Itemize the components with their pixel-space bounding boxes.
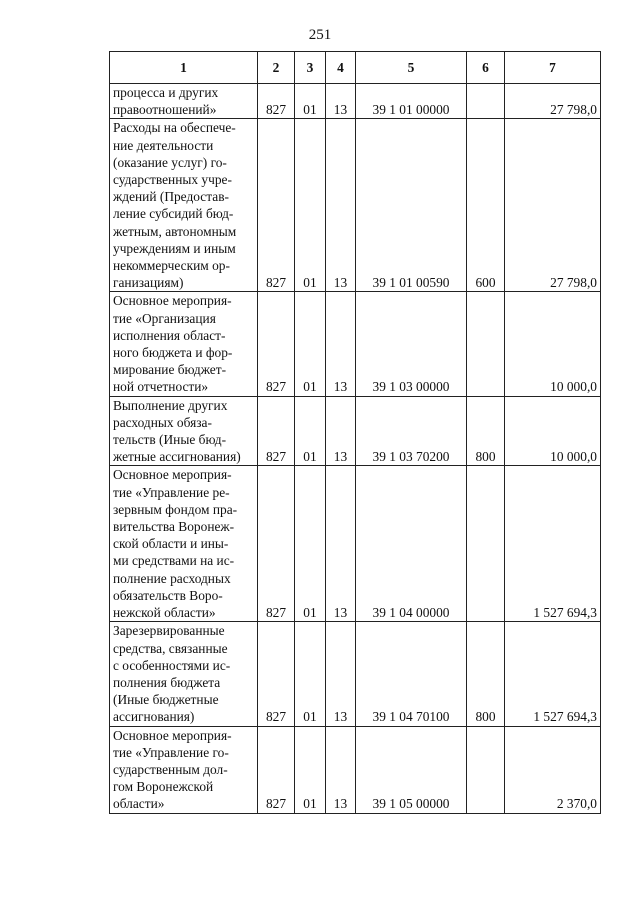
row-amount: 27 798,0 (505, 119, 601, 292)
table-row (110, 726, 601, 813)
page-number: 251 (308, 27, 332, 43)
row-ministry-code: 827 (258, 726, 295, 813)
row-section-code: 01 (295, 396, 326, 466)
header-row (110, 52, 601, 84)
row-expense-type (467, 84, 505, 119)
row-target-article: 39 1 03 70200 (356, 396, 467, 466)
row-amount: 2 370,0 (505, 726, 601, 813)
table-row (110, 622, 601, 726)
row-target-article: 39 1 05 00000 (356, 726, 467, 813)
row-section-code: 01 (295, 292, 326, 396)
row-name: процесса и других правоотношений» (110, 84, 258, 119)
row-subsection-code: 13 (326, 84, 356, 119)
budget-table (109, 51, 601, 814)
row-amount: 1 527 694,3 (505, 622, 601, 726)
column-header-2: 2 (258, 52, 295, 84)
row-target-article: 39 1 03 00000 (356, 292, 467, 396)
column-header-6: 6 (467, 52, 505, 84)
row-name: Основное мероприя- тие «Управление го- сударственным дол- гом Воронежской области» (110, 726, 258, 813)
row-name: Зарезервированные средства, связанные с особенностями ис- полнения бюджета (Иные бюджетные ассигнования) (110, 622, 258, 726)
column-header-7: 7 (505, 52, 601, 84)
row-subsection-code: 13 (326, 119, 356, 292)
row-expense-type: 800 (467, 622, 505, 726)
column-header-3: 3 (295, 52, 326, 84)
row-amount: 1 527 694,3 (505, 466, 601, 622)
row-subsection-code: 13 (326, 726, 356, 813)
row-section-code: 01 (295, 84, 326, 119)
table-row (110, 466, 601, 622)
row-section-code: 01 (295, 466, 326, 622)
table-row (110, 84, 601, 119)
row-section-code: 01 (295, 119, 326, 292)
row-amount: 27 798,0 (505, 84, 601, 119)
row-amount: 10 000,0 (505, 292, 601, 396)
table-row (110, 119, 601, 292)
row-target-article: 39 1 01 00000 (356, 84, 467, 119)
table-row (110, 396, 601, 466)
row-expense-type: 600 (467, 119, 505, 292)
row-subsection-code: 13 (326, 622, 356, 726)
row-target-article: 39 1 04 00000 (356, 466, 467, 622)
column-header-4: 4 (326, 52, 356, 84)
row-name: Выполнение других расходных обяза- тельств (Иные бюд- жетные ассигнования) (110, 396, 258, 466)
table-row (110, 292, 601, 396)
row-expense-type (467, 466, 505, 622)
row-ministry-code: 827 (258, 119, 295, 292)
row-ministry-code: 827 (258, 466, 295, 622)
row-section-code: 01 (295, 726, 326, 813)
row-subsection-code: 13 (326, 466, 356, 622)
row-subsection-code: 13 (326, 292, 356, 396)
row-ministry-code: 827 (258, 622, 295, 726)
row-section-code: 01 (295, 622, 326, 726)
row-subsection-code: 13 (326, 396, 356, 466)
row-ministry-code: 827 (258, 396, 295, 466)
column-header-1: 1 (110, 52, 258, 84)
row-name: Основное мероприя- тие «Организация исполнения област- ного бюджета и фор- мирование бюджет- ной отчетности» (110, 292, 258, 396)
row-ministry-code: 827 (258, 292, 295, 396)
row-expense-type (467, 726, 505, 813)
row-ministry-code: 827 (258, 84, 295, 119)
row-expense-type (467, 292, 505, 396)
column-header-5: 5 (356, 52, 467, 84)
row-name: Основное мероприя- тие «Управление ре- зервным фондом пра- вительства Воронеж- ской области и ины- ми средствами на ис- полнение расходных обязательств Воро- нежской области» (110, 466, 258, 622)
row-target-article: 39 1 04 70100 (356, 622, 467, 726)
row-target-article: 39 1 01 00590 (356, 119, 467, 292)
row-expense-type: 800 (467, 396, 505, 466)
row-name: Расходы на обеспече- ние деятельности (оказание услуг) го- сударственных учре- ждений (Предостав- ление субсидий бюд- жетным, автономным учреждениям и иным некоммерческим ор- ганизациям) (110, 119, 258, 292)
row-amount: 10 000,0 (505, 396, 601, 466)
